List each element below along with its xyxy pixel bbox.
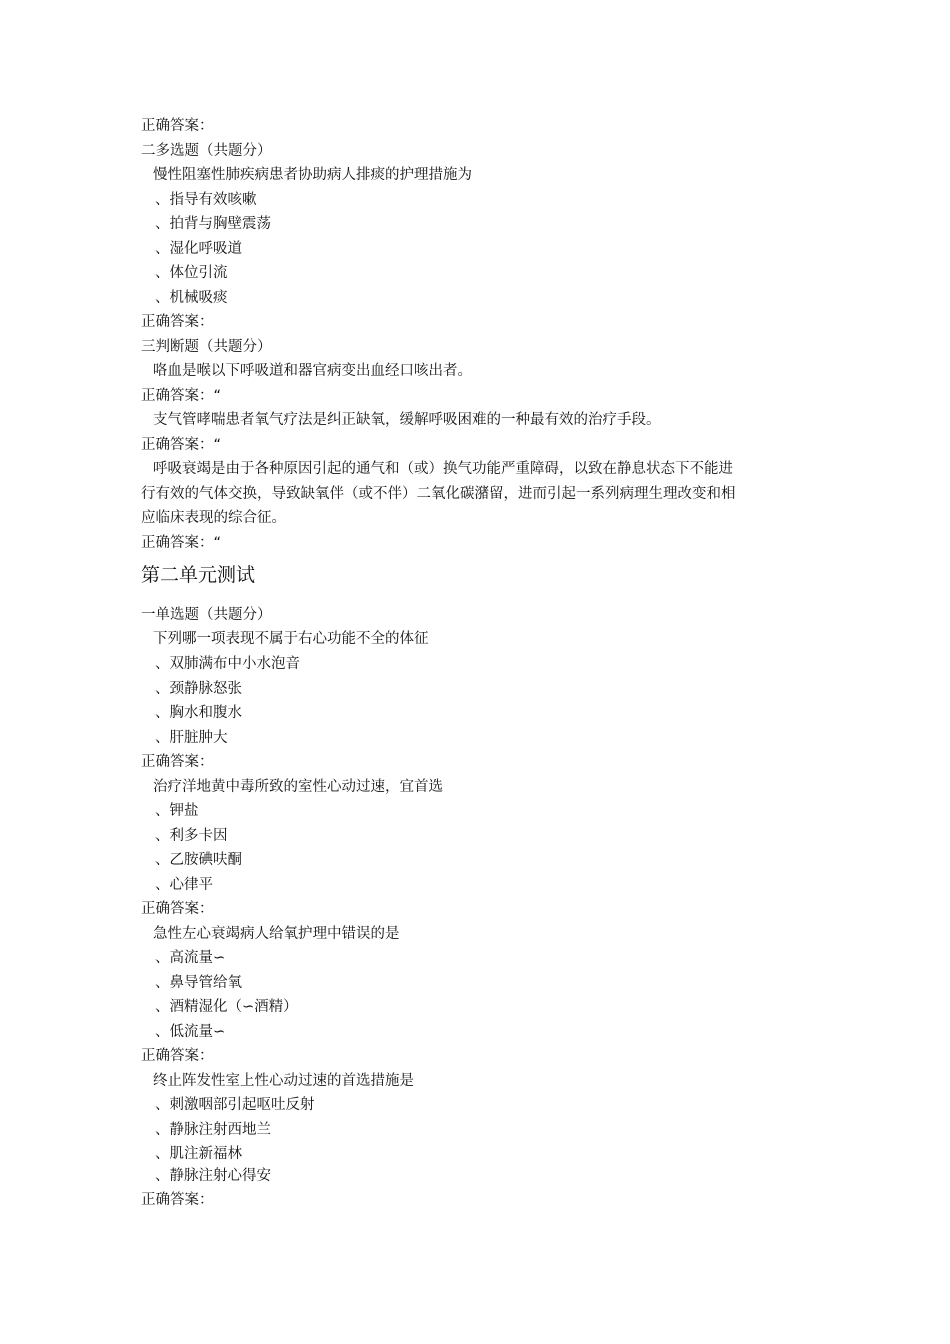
question-stem: 慢性阻塞性肺疾病患者协助病人排痰的护理措施为 bbox=[153, 167, 472, 183]
answer-label: 正确答案： bbox=[141, 314, 214, 330]
answer-label: 正确答案： bbox=[141, 1048, 214, 1064]
option: 、胸水和腹水 bbox=[155, 705, 242, 721]
option: 、刺激咽部引起呕吐反射 bbox=[155, 1097, 315, 1113]
question-stem: 支气管哮喘患者氧气疗法是纠正缺氧，缓解呼吸困难的一种最有效的治疗手段。 bbox=[153, 412, 661, 428]
option: 、颈静脉怒张 bbox=[155, 681, 242, 697]
question-stem-line: 应临床表现的综合征。 bbox=[141, 510, 286, 526]
option: 、利多卡因 bbox=[155, 828, 228, 844]
question-stem: 终止阵发性室上性心动过速的首选措施是 bbox=[153, 1073, 414, 1089]
option: 、指导有效咳嗽 bbox=[155, 192, 257, 208]
section-heading-true-false: 三判断题（共题分） bbox=[141, 339, 272, 355]
option: 、心律平 bbox=[155, 877, 213, 893]
option: 、鼻导管给氧 bbox=[155, 975, 242, 991]
answer-label: 正确答案： bbox=[141, 901, 214, 917]
question-stem-line: 呼吸衰竭是由于各种原因引起的通气和（或）换气功能严重障碍，以致在静息状态下不能进 bbox=[153, 461, 733, 477]
option: 、拍背与胸壁震荡 bbox=[155, 216, 271, 232]
answer-label: 正确答案：“ bbox=[141, 437, 222, 453]
option: 、肌注新福林 bbox=[155, 1146, 242, 1162]
option: 、钾盐 bbox=[155, 803, 199, 819]
option: 、双肺满布中小水泡音 bbox=[155, 656, 300, 672]
section-heading-multiple-choice: 二多选题（共题分） bbox=[141, 143, 272, 159]
option: 、湿化呼吸道 bbox=[155, 241, 242, 257]
option: 、乙胺碘呋酮 bbox=[155, 852, 242, 868]
option: 、体位引流 bbox=[155, 265, 228, 281]
answer-label: 正确答案： bbox=[141, 1192, 214, 1208]
answer-label: 正确答案：“ bbox=[141, 388, 222, 404]
section-heading-single-choice: 一单选题（共题分） bbox=[141, 607, 272, 623]
question-stem-line: 行有效的气体交换，导致缺氧伴（或不伴）二氧化碳潴留，进而引起一系列病理生理改变和相 bbox=[141, 486, 736, 502]
answer-label: 正确答案： bbox=[141, 118, 214, 134]
option: 、肝脏肿大 bbox=[155, 730, 228, 746]
question-stem: 下列哪一项表现不属于右心功能不全的体征 bbox=[153, 631, 429, 647]
option: 、机械吸痰 bbox=[155, 290, 228, 306]
question-stem: 治疗洋地黄中毒所致的室性心动过速，宜首选 bbox=[153, 779, 443, 795]
option: 、酒精湿化（∽酒精） bbox=[155, 999, 298, 1015]
answer-label: 正确答案： bbox=[141, 754, 214, 770]
question-stem: 急性左心衰竭病人给氧护理中错误的是 bbox=[153, 926, 400, 942]
unit-title: 第二单元测试 bbox=[141, 564, 256, 586]
option: 、高流量∽ bbox=[155, 950, 226, 966]
option: 、低流量∽ bbox=[155, 1024, 226, 1040]
option: 、静脉注射西地兰 bbox=[155, 1122, 271, 1138]
answer-label: 正确答案：“ bbox=[141, 535, 222, 551]
option: 、静脉注射心得安 bbox=[155, 1168, 271, 1184]
question-stem: 咯血是喉以下呼吸道和器官病变出血经口咳出者。 bbox=[153, 363, 472, 379]
